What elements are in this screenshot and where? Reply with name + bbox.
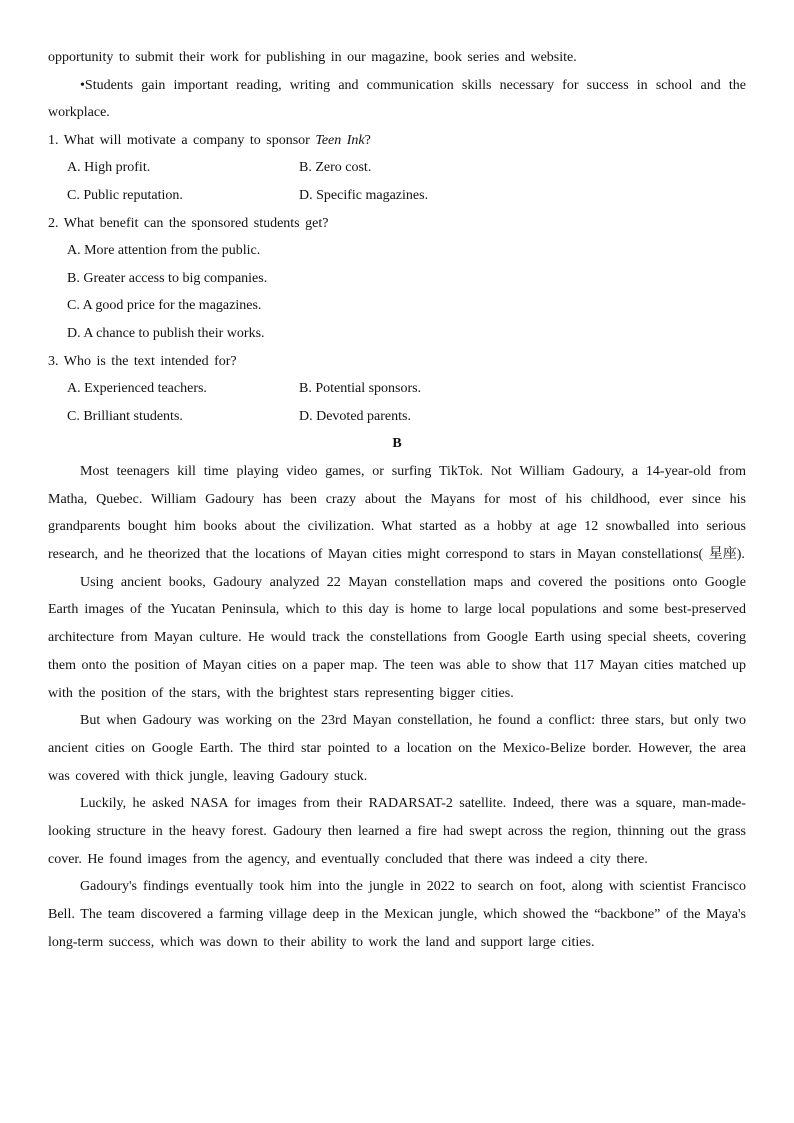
question-3-options-row-1 (48, 375, 746, 403)
option-b: B. Potential sponsors. (299, 381, 422, 397)
option-b: B. Greater access to big companies. (67, 270, 268, 286)
passage-paragraph-5: Gadoury's findings eventually took him into the jungle in 2022 to search on foot, along with scientist Francisco Bell. The team discovered a farming village deep in the Mexican jungle, which showed the “backbone” of the Maya's long-term success, which was down to their ability to work the land and support large cities. (48, 879, 746, 950)
question-number: 3. (48, 353, 59, 369)
passage-paragraph-2: Using ancient books, Gadoury analyzed 22 Mayan constellation maps and covered the positions onto Google Earth images of the Yucatan Peninsula, which to this day is home to large local populations and some best-preserved architecture from Mayan culture. He would track the constellations from Google Earth using special sheets, covering them onto the position of Mayan cities on a paper map. The teen was able to show that 117 Mayan cities matched up with the position of the stars, with the brightest stars representing bigger cities. (48, 574, 746, 701)
section-title: B (392, 436, 402, 452)
passage-paragraph-4: Luckily, he asked NASA for images from their RADARSAT-2 satellite. Indeed, there was a square, man-made-looking structure in the heavy forest. Gadoury then learned a fire had swept across the region, thinning out the grass cover. He found images from the agency, and eventually concluded that there was indeed a city there. (48, 796, 746, 867)
question-2 (48, 210, 746, 238)
question-3 (48, 348, 746, 376)
question-1 (48, 127, 746, 155)
option-d: D. A chance to publish their works. (67, 325, 265, 341)
question-number: 2. (48, 215, 59, 231)
option-c: C. Brilliant students. (67, 408, 183, 424)
question-number: 1. (48, 132, 59, 148)
question-italic-text: Teen Ink (315, 132, 365, 148)
question-text: Who is the text intended for? (63, 353, 237, 369)
question-3-options-row-2 (48, 403, 746, 431)
option-b: B. Zero cost. (299, 160, 372, 176)
option-d: D. Devoted parents. (299, 408, 411, 424)
question-text-end: ? (364, 132, 371, 148)
option-c: C. Public reputation. (67, 187, 183, 203)
intro-bullet-point: •Students gain important reading, writing and communication skills necessary for success in school and the workplace. (48, 77, 746, 121)
option-a: A. Experienced teachers. (67, 381, 207, 397)
option-a: A. High profit. (67, 160, 151, 176)
question-1-options-row-2 (48, 182, 746, 210)
question-1-options-row-1 (48, 154, 746, 182)
question-text: What will motivate a company to sponsor (63, 132, 316, 148)
option-a: A. More attention from the public. (67, 243, 261, 259)
passage-paragraph-3: But when Gadoury was working on the 23rd Mayan constellation, he found a conflict: three stars, but only two ancient cities on Google Earth. The third star pointed to a location on the Mexico-Belize border. However, the area was covered with thick jungle, leaving Gadoury stuck. (48, 713, 746, 784)
passage-paragraph-1: Most teenagers kill time playing video games, or surfing TikTok. Not William Gadoury, a 14-year-old from Matha, Quebec. William Gadoury has been crazy about the Mayans for most of his childhood, ever since his grandparents bought him books about the civilization. What started as a hobby at age 12 snowballed into serious research, and he theorized that the locations of Mayan cities might correspond to stars in Mayan constellations( 星座). (48, 463, 746, 563)
document-page (48, 44, 746, 957)
intro-continuation-line: opportunity to submit their work for publishing in our magazine, book series and website. (48, 50, 577, 65)
question-text: What benefit can the sponsored students get? (63, 215, 329, 231)
option-c: C. A good price for the magazines. (67, 298, 262, 314)
option-d: D. Specific magazines. (299, 187, 429, 203)
